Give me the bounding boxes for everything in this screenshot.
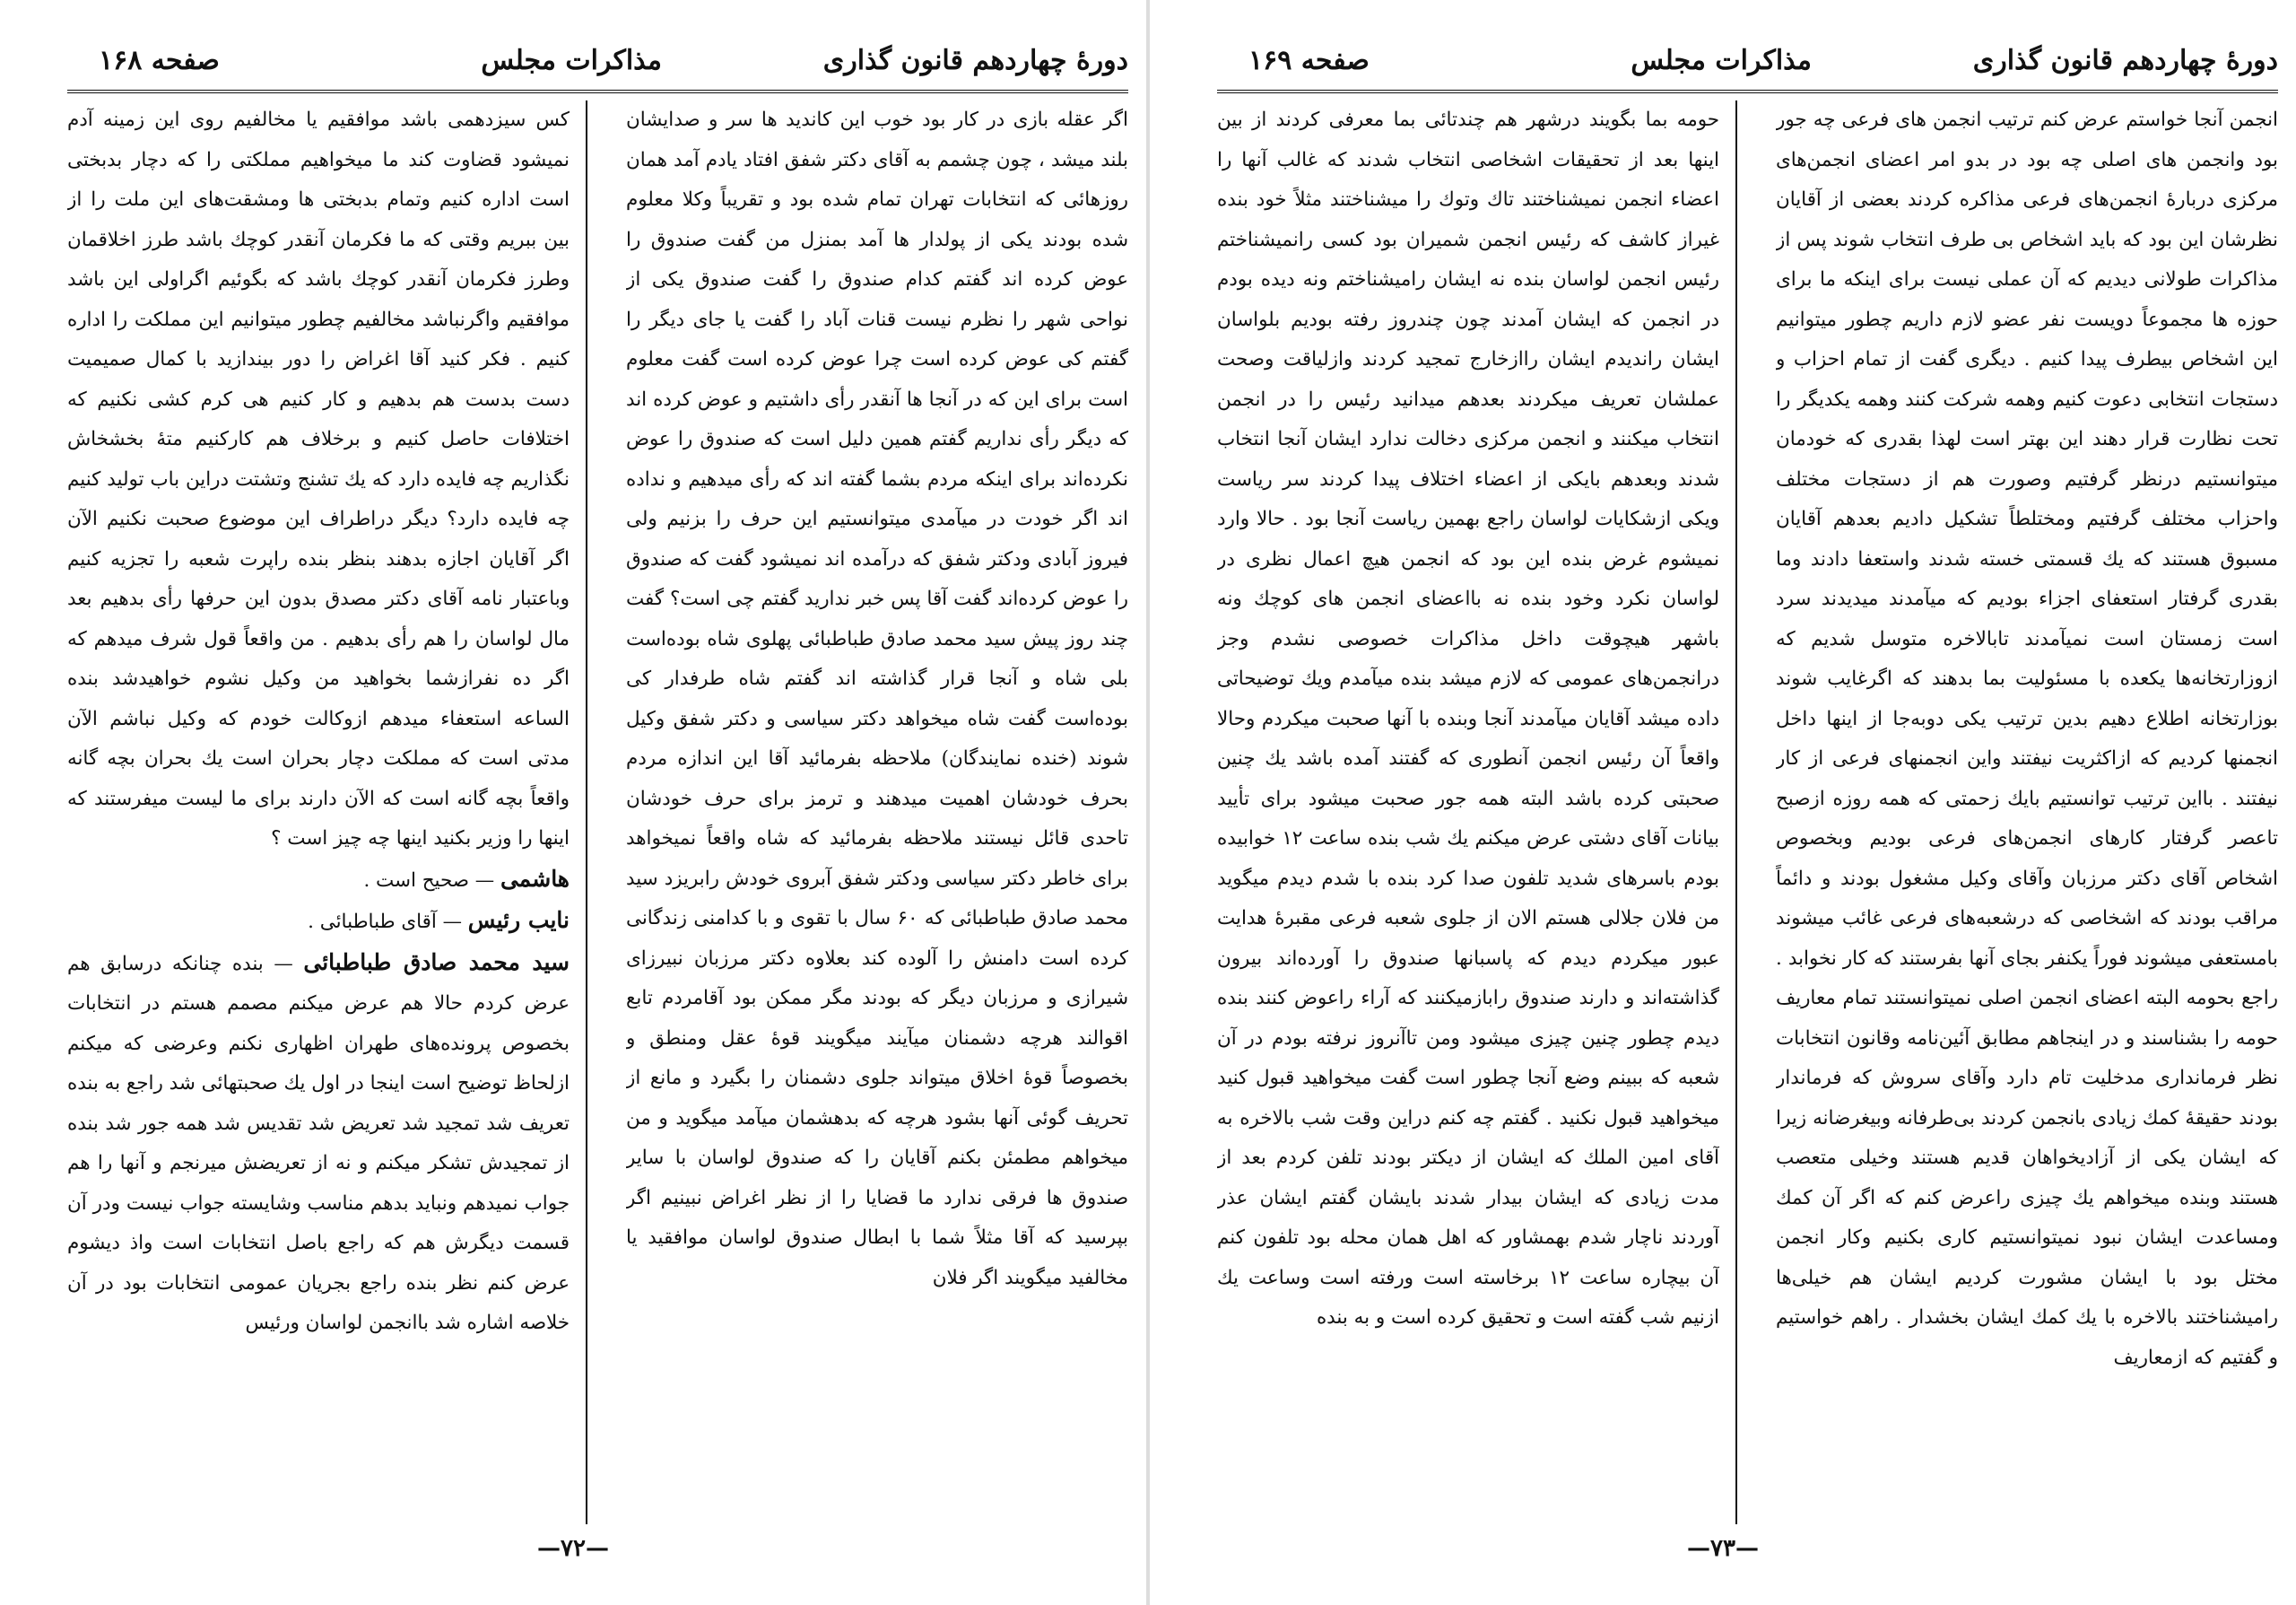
paragraph: اگر عقله بازی در کار بود خوب این کاندید ها سر و صدایشان بلند میشد ، چون چشمم به آقای دکتر شفق افتاد یادم آمد همان روزهائی که انتخابات تهران تمام شده بود و تقریباً وکلا معلوم شده بودند یکی از پولدار ها آمد بمنزل من گفت صندوق را عوض کرده اند گفتم کدام صندوق را گفت صندوق یکی از نواحی شهر را نظرم نیست قنات آباد را گفت یا جای دیگر را گفتم کی عوض کرده است چرا عوض کرده است گفت معلوم است برای این که در آنجا ها آنقدر رأی داشتیم و عوض کرده اند که دیگر رأی نداریم گفتم همین دلیل است که صندوق را عوض نکرده‌اند برای اینکه مردم بشما گفته اند که رأی میدهیم و نداده اند اگر خودت در میآمدی میتوانستیم این حرف را بزنیم ولی فیروز آبادی ودکتر شفق که درآمده اند نمیشود گفت که صندوق را عوض کرده‌اند گفت آقا پس خبر ندارید گفتم چی است؟ گفت چند روز پیش سید محمد صادق طباطبائی پهلوی شاه بوده‌است بلی شاه و آنجا قرار گذاشته اند گفتم شاه طرفدار کی بوده‌است گفت شاه میخواهد دکتر سیاسی و دکتر شفق وکیل شوند (خنده نمایندگان) ملاحظه بفرمائید آقا این اندازه مردم بحرف خودشان اهمیت میدهند و ترمز برای حرف خودشان تاحدی قائل نیستند ملاحظه بفرمائید که شاه واقعاً نمیخواهد برای خاطر دکتر سیاسی ودکتر شفق آبروی خودش رابریزد سید محمد صادق طباطبائی که ۶۰ سال با تقوی و با کدامنی زندگانی کرده است دامنش را آلوده کند بعلاوه دکتر مرزبان نبیرزای شیرازی و مرزبان دیگر که بودند مگر ممکن بود آقامردم تابع اقوالند هرچه دشمنان میآیند میگویند قوهٔ عقل ومنطق و بخصوصاً قوهٔ اخلاق میتواند جلوی دشمنان را بگیرد و مانع از تحریف گوئی آنها بشود هرچه که بدهشمان میآمد میگوید و من میخواهم مطمئن بکنم آقایان را که صندوق لواسان با سایر صندوق ها فرقی ندارد ما قضایا را از نظر اغراض نبینیم اگر بپرسید که آقا مثلاً شما با ابطال صندوق لواسان موافقید یا مخالفید میگویند اگر فلان bbox=[626, 109, 1128, 1289]
speech-text: — صحیح است . bbox=[363, 868, 500, 892]
speaker-name: هاشمی bbox=[500, 865, 570, 892]
page-header bbox=[63, 36, 1128, 90]
page-footer-number: —۷۲— bbox=[537, 1535, 609, 1562]
speech bbox=[67, 859, 570, 902]
right-page bbox=[1150, 0, 2296, 1605]
paragraph: حومه بما بگویند درشهر هم چندتائی بما معرفی کردند از بین اینها بعد از تحقیقات اشخاصی انتخاب شدند که غالب آنها را اعضاء انجمن نمیشناختند تاك وتوك را میشناختند مثلاً خود بنده غیراز کاشف که رئیس انجمن شمیران بود کسی رانمیشناختم رئیس انجمن لواسان بنده نه ایشان رامیشناختم ونه دیده بودم در انجمن که ایشان آمدند چون چندروز رفته بودیم بلواسان ایشان راندیدم ایشان راازخارج تمجید کردند وازلیاقت وصحت عملشان تعریف میکردند بعدهم میدانید رئیس را در انجمن انتخاب میکنند و انجمن مرکزی دخالت ندارد ایشان آنجا انتخاب شدند وبعدهم بایکی از اعضاء اختلاف پیدا کردند سر ریاست ویکی ازشکایات لواسان راجع بهمین ریاست آنجا بود . حالا وارد نمیشوم غرض بنده این بود که انجمن هیچ اعمال نظری در لواسان نکرد وخود بنده نه بااعضای انجمن های کوچك ونه باشهر هیچوقت داخل مذاکرات خصوصی نشدم وجز درانجمن‌های عمومی که لازم میشد بنده میآمدم ویك توضیحاتی داده میشد آقایان میآمدند آنجا وبنده با آنها صحبت میکردم وحالا واقعاً آن رئیس انجمن آنطوری که گفتند آمده باشد یك چنین صحبتی کرده باشد البته همه جور صحبت میشود برای تأیید بیانات آقای دشتی عرض میکنم یك شب بنده ساعت ۱۲ خوابیده بودم باسرهای شدید تلفون صدا کرد بنده با شدم دیدم میگوید من فلان جلالی هستم الان از جلوی شعبه فرعی مقبرهٔ هدایت عبور میکردم دیدم که پاسبانها صندوق را آورده‌اند بیرون گذاشته‌اند و دارند صندوق رابازمیکنند که آراء راعوض کنند بنده دیدم چطور چنین چیزی میشود ومن تاآنروز نرفته بودم در آن شعبه که ببینم وضع آنجا چطور است گفت میخواهید قبول کنید میخواهید قبول نکنید . گفتم چه کنم دراین وقت شب بالاخره به آقای امین الملك که ایشان از دیکتر بودند تلفن کردم بعد از مدت زیادی که ایشان بیدار شدند بایشان گفتم ایشان عذر آوردند ناچار شدم بهمشاور که اهل همان محله بود تلفون کنم آن بیچاره ساعت ۱۲ برخاسته است ورفته است وساعت یك ازنیم شب گفته است و تحقیق کرده است و به بنده bbox=[1217, 109, 1719, 1329]
page-footer-number: —۷۳— bbox=[1687, 1535, 1759, 1562]
text-column-right bbox=[1776, 100, 2278, 1524]
speaker-name: سید محمد صادق طباطبائی bbox=[303, 948, 570, 975]
speech bbox=[67, 943, 570, 1344]
header-rule bbox=[1217, 90, 2278, 93]
text-column-left bbox=[1217, 100, 1719, 1524]
speaker-name: نایب رئیس bbox=[467, 907, 570, 933]
section-title: مذاکرات مجلس bbox=[481, 45, 662, 76]
header-rule bbox=[67, 90, 1128, 93]
text-column-right bbox=[626, 100, 1128, 1524]
page-number: صفحه ۱۶۸ bbox=[99, 45, 220, 76]
speech bbox=[67, 901, 570, 943]
column-divider bbox=[1735, 100, 1737, 1524]
left-page bbox=[0, 0, 1146, 1605]
journal-title: دورهٔ چهاردهم قانون گذاری bbox=[822, 45, 1128, 76]
speech-text: — بنده چنانکه درسابق هم عرض کردم حالا هم عرض میکنم مصمم هستم در انتخابات بخصوص پرونده‌های طهران اظهاری نکنم وعرضی که میکنم ازلحاظ توضیح است اینجا در اول یك صحبتهائی شد راجع به بنده تعریف شد تمجید شد تعریض شد تقدیس شد همه جور شد بنده از تمجیدش تشکر میکنم و نه از تعریضش میرنجم و آنها را هم جواب نمیدهم ونباید بدهم مناسب وشایسته جواب نیست ودر آن قسمت دیگرش هم که راجع باصل انتخابات است واذ دیشوم عرض کنم نظر بنده راجع بجریان عمومی انتخابات بود در آن خلاصه اشاره شد باانجمن لواسان ورئیس bbox=[67, 952, 570, 1334]
page-number: صفحه ۱۶۹ bbox=[1248, 45, 1370, 76]
paragraph: انجمن آنجا خواستم عرض کنم ترتیب انجمن های فرعی چه جور بود وانجمن های اصلی چه بود در بدو امر اعضای انجمن‌های مرکزی دربارهٔ انجمن‌های فرعی مذاکره کردند بعضی از آقایان نظرشان این بود که باید اشخاص بی طرف انتخاب شوند پس از مذاکرات طولانی دیدیم که آن عملی نیست برای اینکه ما برای حوزه ها مجموعاً دویست نفر عضو لازم داریم چطور میتوانیم این اشخاص بیطرف پیدا کنیم . دیگری گفت از تمام احزاب و دستجات انتخابی دعوت کنیم وهمه شرکت کنند وهمه یکدیگر را تحت نظارت قرار دهند این بهتر است لهذا بقدری که خودمان میتوانستیم درنظر گرفتیم وصورت هم از دستجات مختلف واحزاب مختلف گرفتیم ومختلطاً تشکیل دادیم بعدهم آقایان مسبوق هستند که یك قسمتی خسته شدند واستعفا دادند وما بقدری گرفتار استعفای اجزاء بودیم که میآمدند میدیدند سرد است زمستان است نمیآمدند تابالاخره متوسل شدیم که ازوزارتخانه‌ها یکعده با مسئولیت بما بدهند که اگرغایب شوند بوزارتخانه اطلاع دهیم بدین ترتیب یکی دوبه‌جا از اینها داخل انجمنها کردیم که ازاکثریت نیفتند واین انجمنهای فرعی از کار نیفتند . بااین ترتیب توانستیم بایك زحمتی که همه روزه ازصبح تاعصر گرفتار کارهای انجمن‌های فرعی بودیم وبخصوص اشخاص آقای دکتر مرزبان وآقای وکیل مشغول بودند و دائماً مراقب بودند که اشخاصی که درشعبه‌های فرعی غائب میشوند بامستعفی میشوند فوراً یکنفر بجای آنها بفرستند که کار نخوابد . راجع بحومه البته اعضای انجمن اصلی نمیتوانستند تمام معاریف حومه را بشناسند و در اینجاهم مطابق آئین‌نامه وقانون انتخابات نظر فرمانداری مدخلیت تام دارد وآقای سروش که فرماندار بودند حقیقهٔ کمك زیادی بانجمن کردند بی‌طرفانه وبیغرضانه زیرا که ایشان یکی از آزادیخواهان قدیم هستند وخیلی متعصب هستند وبنده میخواهم یك چیزی راعرض کنم که اگر آن کمك ومساعدت ایشان نبود نمیتوانستیم کاری بکنیم وکار انجمن مختل بود با ایشان مشورت کردیم ایشان هم خیلی‌ها رامیشناختند بالاخره با یك کمك ایشان بخشدار . راهم خواستیم و گفتیم که ازمعاریف bbox=[1776, 109, 2278, 1369]
section-title: مذاکرات مجلس bbox=[1631, 45, 1812, 76]
text-column-left bbox=[67, 100, 570, 1524]
page-header bbox=[1213, 36, 2278, 90]
journal-title: دورهٔ چهاردهم قانون گذاری bbox=[1972, 45, 2278, 76]
column-divider bbox=[586, 100, 587, 1524]
paragraph: کس سیزدهمی باشد موافقیم یا مخالفیم روی این زمینه آدم نمیشود قضاوت کند ما میخواهیم مملکتی را که دچار بدبختی است اداره کنیم وتمام بدبختی ها ومشقت‌های این ملت را از بین ببریم وقتی که ما فکرمان آنقدر کوچك باشد طرز اخلاقمان وطرز فکرمان آنقدر کوچك باشد که بگوئیم اگراولی این باشد موافقیم واگرنباشد مخالفیم چطور میتوانیم این مملکت را اداره کنیم . فکر کنید آقا اغراض را دور بیندازید با کمال صمیمیت دست بدست هم بدهیم و کار کنیم هی کرم کشی نکنیم که اختلافات حاصل کنیم و برخلاف هم کارکنیم متهٔ بخشخاش نگذاریم چه فایده دارد که یك تشنج وتشتت دراین باب تولید کنیم چه فایده دارد؟ دیگر دراطراف این موضوع صحبت نکنیم الآن اگر آقایان اجازه بدهند بنظر بنده راپرت شعبه را تجزیه کنیم وباعتبار نامه آقای دکتر مصدق بدون این حرفها رأی بدهیم بعد مال لواسان را هم رأی بدهیم . من واقعاً قول شرف میدهم که اگر ده نفرازشما بخواهید من وکیل نشوم خواهیدشد بنده الساعه استعفاء میدهم ازوکالت خودم که وکیل نباشم الآن مدتی است که مملکت دچار بحران است یك بحران بچه گانه واقعاً بچه گانه است که الآن دارند برای ما لیست میفرستند که اینها را وزیر بکنید اینها چه چیز است ؟ bbox=[67, 109, 570, 850]
speech-text: — آقای طباطبائی . bbox=[308, 911, 468, 933]
